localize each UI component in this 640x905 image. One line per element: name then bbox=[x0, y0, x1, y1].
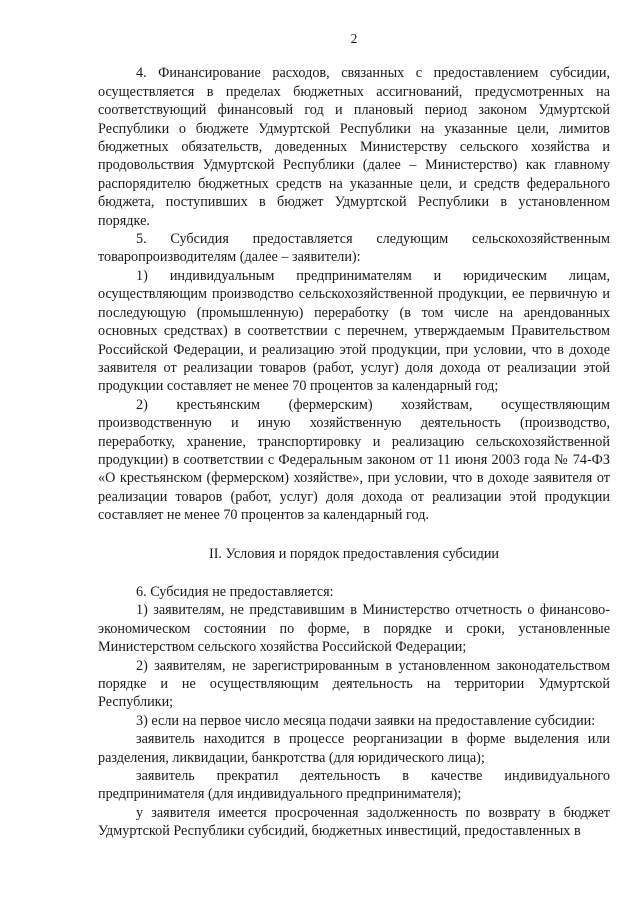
paragraph-4: 4. Финансирование расходов, связанных с предоставлением субсидии, осуществляется в пределах бюджетных ассигнований, предусмотренных на соответствующий финансовый год и плановый период законом Удмуртской Республики о бюджете Удмуртской Республики на указанные цели, лимитов бюджетных обязательств, доведенных Министерству сельского хозяйства и продовольствия Удмуртской Республики (далее – Министерство) как главному распорядителю бюджетных средств на указанные цели, и средств федерального бюджета, поступивших в бюджет Удмуртской Республики в установленном порядке. bbox=[98, 65, 610, 229]
paragraph-5-item-1: 1) индивидуальным предпринимателям и юридическим лицам, осуществляющим производство сельскохозяйственной продукции, ее первичную и последующую (промышленную) переработку (в том числе на арендованных основных средствах) в соответствии с перечнем, утверждаемым Правительством Российской Федерации, и реализацию этой продукции, при условии, что в доходе заявителя от реализации товаров (работ, услуг) доля дохода от реализации этой продукции составляет не менее 70 процентов за календарный год; bbox=[98, 267, 610, 395]
paragraph-6-item-3-c: у заявителя имеется просроченная задолженность по возврату в бюджет Удмуртской Республики субсидий, бюджетных инвестиций, предоставленных в bbox=[98, 804, 610, 840]
document-page bbox=[98, 30, 610, 841]
body-top bbox=[98, 64, 610, 524]
paragraph-6-item-3-a: заявитель находится в процессе реорганизации в форме выделения или разделения, ликвидации, банкротства (для юридического лица); bbox=[98, 731, 610, 766]
paragraph-6-item-3: 3) если на первое число месяца подачи заявки на предоставление субсидии: bbox=[136, 712, 596, 729]
body-bottom bbox=[98, 583, 610, 841]
paragraph-5-item-2: 2) крестьянским (фермерским) хозяйствам, осуществляющим производственную и иную хозяйственную деятельность (производство, переработку, хранение, транспортировку и реализацию сельскохозяйственной продукции) в соответствии с Федеральным законом от 11 июня 2003 года № 74-ФЗ «О крестьянском (фермерском) хозяйстве», при условии, что в доходе заявителя от реализации товаров (работ, услуг) доля дохода от реализации этой продукции составляет не менее 70 процентов за календарный год. bbox=[98, 396, 610, 524]
paragraph-6-item-1: 1) заявителям, не представившим в Министерство отчетность о финансово-экономическом состоянии по форме, в порядке и сроки, установленные Министерством сельского хозяйства Российской Федерации; bbox=[98, 602, 610, 656]
paragraph-6: 6. Субсидия не предоставляется: bbox=[136, 583, 334, 600]
paragraph-6-item-3-b: заявитель прекратил деятельность в качестве индивидуального предпринимателя (для индивидуального предпринимателя); bbox=[98, 768, 610, 803]
paragraph-5: 5. Субсидия предоставляется следующим сельскохозяйственным товаропроизводителям (далее – заявители): bbox=[98, 231, 610, 266]
section-heading: II. Условия и порядок предоставления субсидии bbox=[208, 545, 500, 562]
page-number: 2 bbox=[350, 31, 358, 46]
paragraph-6-item-2: 2) заявителям, не зарегистрированным в установленном законодательством порядке и не осуществляющим деятельность на территории Удмуртской Республики; bbox=[98, 657, 610, 711]
